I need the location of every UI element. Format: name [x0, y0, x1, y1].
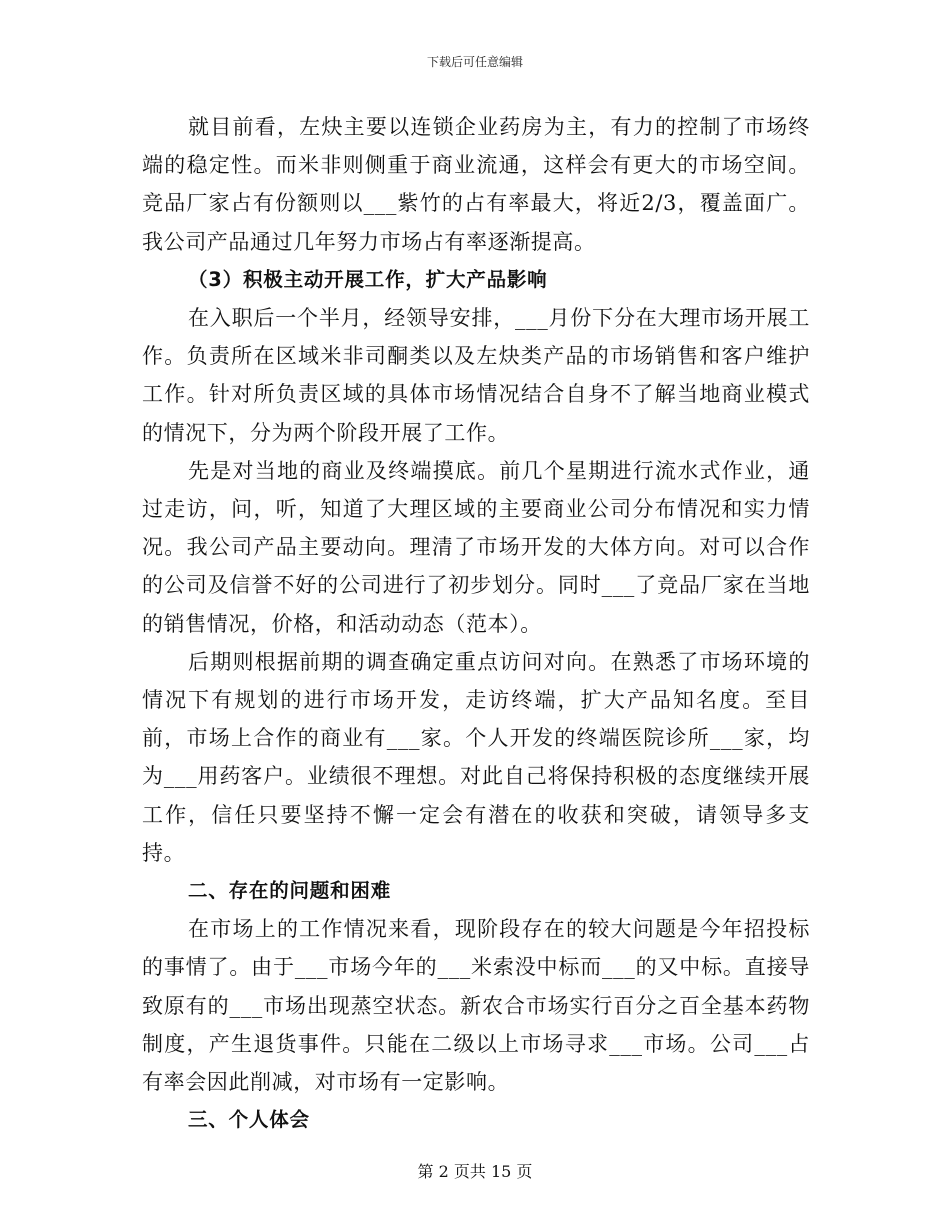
document-body: [142, 108, 810, 1139]
page-number-footer: 第 2 页共 15 页: [417, 1162, 533, 1181]
paragraph-bidding-problem: 在市场上的工作情况来看，现阶段存在的较大问题是今年招投标的事情了。由于___市场今年的___米索没中标而___的又中标。直接导致原有的___市场出现蒸空状态。新农合市场实行百分之百全基本药物制度，产生退货事件。只能在二级以上市场寻求___市场。公司___占有率会因此削减，对市场有一定影响。: [142, 917, 810, 1095]
paragraph-later-stage: 后期则根据前期的调查确定重点访问对向。在熟悉了市场环境的情况下有规划的进行市场开发，走访终端，扩大产品知名度。至目前，市场上合作的商业有___家。个人开发的终端医院诊所___家，均为___用药客户。业绩很不理想。对此自己将保持积极的态度继续开展工作，信任只要坚持不懈一定会有潜在的收获和突破，请领导多支持。: [142, 649, 810, 865]
page-header: 下载后可任意编辑: [426, 55, 523, 69]
paragraph-market-overview: 就目前看，左炔主要以连锁企业药房为主，有力的控制了市场终端的稳定性。而米非则侧重于商业流通，这样会有更大的市场空间。竞品厂家占有份额则以___紫竹的占有率最大，将近2/3，覆盖面广。我公司产品通过几年努力市场占有率逐渐提高。: [142, 115, 810, 254]
section-heading-proactive-work: （3）积极主动开展工作，扩大产品影响: [188, 267, 548, 291]
paragraph-market-survey: 先是对当地的商业及终端摸底。前几个星期进行流水式作业，通过走访，问，听，知道了大理区域的主要商业公司分布情况和实力情况。我公司产品主要动向。理清了市场开发的大体方向。对可以合作的公司及信誉不好的公司进行了初步划分。同时___了竞品厂家在当地的销售情况，价格，和活动动态（范本）。: [142, 458, 810, 636]
paragraph-dali-assignment: 在入职后一个半月，经领导安排，___月份下分在大理市场开展工作。负责所在区域米非司酮类以及左炔类产品的市场销售和客户维护工作。针对所负责区域的具体市场情况结合自身不了解当地商业模式的情况下，分为两个阶段开展了工作。: [142, 306, 810, 445]
section-heading-problems: 二、存在的问题和困难: [188, 879, 392, 903]
section-heading-personal-experience: 三、个人体会: [188, 1108, 310, 1132]
